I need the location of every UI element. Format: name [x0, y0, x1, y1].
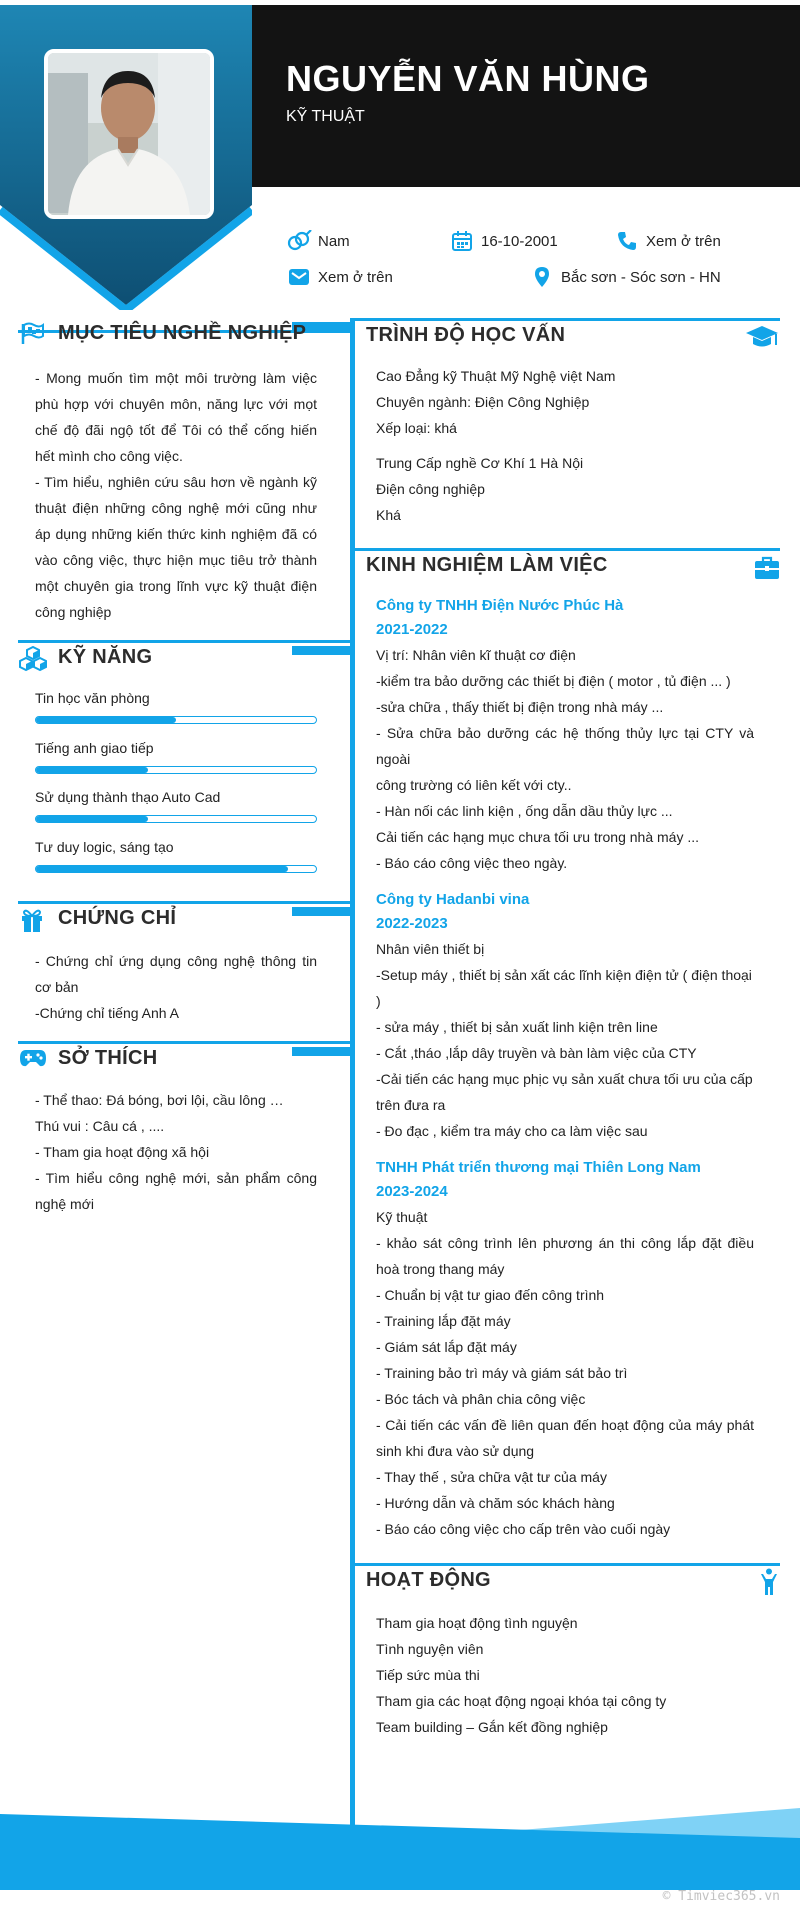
skill-bar-fill: [36, 866, 288, 872]
job-company: Công ty Hadanbi vina: [376, 891, 530, 908]
activity-item: Tham gia hoạt động tình nguyện: [376, 1615, 578, 1631]
education-major: Điện công nghiệp: [376, 481, 485, 497]
skills-title: KỸ NĂNG: [58, 646, 153, 668]
job-duty: - Bóc tách và phân chia công việc: [376, 1391, 586, 1407]
calendar-icon: [449, 230, 475, 252]
hobby-item: - Tìm hiểu công nghệ mới, sản phẩm công nghệ mới: [35, 1170, 317, 1212]
job-duty: - Giám sát lắp đặt máy: [376, 1339, 517, 1355]
job-duty: Vị trí: Nhân viên kĩ thuật cơ điện: [376, 647, 576, 663]
job-duty: công trường có liên kết với cty..: [376, 777, 572, 793]
job-duty: - khảo sát công trình lên phương án thi công lắp đặt điều hoà trong thang máy: [376, 1235, 754, 1277]
activity-item: Tiếp sức mùa thi: [376, 1667, 480, 1683]
address-info: [529, 266, 721, 288]
education-rule: [355, 318, 780, 321]
certificate-item: -Chứng chỉ tiếng Anh A: [35, 1005, 180, 1021]
certificates-title: CHỨNG CHỈ: [58, 907, 177, 929]
footer-wave: [0, 1808, 800, 1890]
hobbies-list: [35, 1087, 317, 1217]
education-grade: Xếp loại: khá: [376, 420, 457, 436]
education-entry: [376, 363, 776, 441]
objective-paragraph: - Tìm hiểu, nghiên cứu sâu hơn về ngành kỹ thuật điện những công nghệ mới cũng như áp dụng những kiến thức kinh nghiệm đã có vào công việc, thực hiện mục tiêu trở thành một chuyên gia trong lĩnh vực kỹ thuật điện công nghiệp: [35, 474, 317, 620]
skill-bar: [35, 865, 317, 873]
address-value: Bắc sơn - Sóc sơn - HN: [561, 268, 721, 286]
job-period: 2023-2024: [376, 1183, 448, 1200]
phone-icon: [614, 230, 640, 252]
activity-item: Tình nguyện viên: [376, 1641, 484, 1657]
job-duties: [376, 642, 754, 876]
flag-icon: [20, 322, 44, 351]
skill-label: Tư duy logic, sáng tạo: [35, 839, 174, 855]
job-duty: - Báo cáo công việc cho cấp trên vào cuối ngày: [376, 1521, 671, 1537]
skill-bar: [35, 716, 317, 724]
skill-bar: [35, 815, 317, 823]
education-school: Trung Cấp nghề Cơ Khí 1 Hà Nội: [376, 455, 584, 471]
job-duties: [376, 936, 754, 1144]
job-company: TNHH Phát triển thương mại Thiên Long Nam: [376, 1159, 701, 1176]
job-duty: - Chuẩn bị vật tư giao đến công trình: [376, 1287, 605, 1303]
job-duty: - Training lắp đặt máy: [376, 1313, 511, 1329]
candidate-name: NGUYỄN VĂN HÙNG: [286, 58, 650, 99]
certificates-rule: [18, 901, 350, 904]
briefcase-icon: [754, 556, 780, 585]
avatar: [44, 49, 214, 219]
email-icon: [286, 266, 312, 288]
objective-text: [35, 365, 317, 625]
education-school: Cao Đẳng kỹ Thuật Mỹ Nghệ việt Nam: [376, 368, 616, 384]
job-duty: -Setup máy , thiết bị sản xất các lĩnh kiện điện tử ( điện thoại ): [376, 967, 752, 1009]
experience-title: KINH NGHIỆM LÀM VIỆC: [366, 554, 608, 576]
hobby-item: - Thể thao: Đá bóng, bơi lội, cầu lông …: [35, 1092, 284, 1108]
person-icon: [760, 1568, 778, 1601]
objective-paragraph: - Mong muốn tìm một môi trường làm việc phù hợp với chuyên môn, năng lực với mọt chế độ đãi ngộ tốt để Tôi có thể cống hiến hết mình cho công việc.: [35, 370, 317, 464]
location-pin-icon: [529, 266, 555, 288]
job-period: 2021-2022: [376, 621, 448, 638]
job-duty: - Sửa chữa bảo dưỡng các hệ thống thủy lực tại CTY và ngoài: [376, 725, 754, 767]
activities-list: [376, 1610, 776, 1740]
job-duty: - Hướng dẫn và chăm sóc khách hàng: [376, 1495, 615, 1511]
job-duty: - Thay thế , sửa chữa vật tư của máy: [376, 1469, 607, 1485]
skill-bar-fill: [36, 767, 148, 773]
skills-rule: [18, 640, 350, 643]
gamepad-icon: [19, 1048, 47, 1073]
job-company: Công ty TNHH Điện Nước Phúc Hà: [376, 597, 624, 614]
certificates-list: [35, 948, 317, 1026]
experience-job: [376, 594, 754, 876]
job-duty: - Đo đạc , kiểm tra máy cho ca làm việc sau: [376, 1123, 648, 1139]
hobbies-accent-bar: [292, 1047, 350, 1056]
hobby-item: Thú vui : Câu cá , ....: [35, 1118, 165, 1134]
job-duty: - sửa máy , thiết bị sản xuất linh kiện trên line: [376, 1019, 658, 1035]
job-duty: Cải tiến các hạng mục chưa tối ưu trong nhà máy ...: [376, 829, 700, 845]
phone-info: [614, 230, 721, 252]
activities-title: HOẠT ĐỘNG: [366, 1569, 491, 1591]
hobbies-title: SỞ THÍCH: [58, 1047, 158, 1069]
gender-icon: [286, 230, 312, 252]
experience-job: [376, 1156, 754, 1542]
skill-label: Sử dụng thành thạo Auto Cad: [35, 789, 221, 805]
email-info: [286, 266, 393, 288]
cubes-icon: [19, 646, 47, 677]
experience-rule: [355, 548, 780, 551]
gender-value: Nam: [318, 232, 350, 250]
job-duty: Kỹ thuật: [376, 1209, 428, 1225]
candidate-title: KỸ THUẬT: [286, 108, 365, 125]
job-duties: [376, 1204, 754, 1542]
skill-bar-fill: [36, 816, 148, 822]
copyright-text: © Timviec365.vn: [662, 1889, 780, 1904]
hobby-item: - Tham gia hoạt động xã hội: [35, 1144, 210, 1160]
skill-label: Tiếng anh giao tiếp: [35, 740, 154, 756]
job-period: 2022-2023: [376, 915, 448, 932]
hobbies-rule: [18, 1041, 350, 1044]
certificate-item: - Chứng chỉ ứng dụng công nghệ thông tin cơ bản: [35, 953, 317, 995]
education-title: TRÌNH ĐỘ HỌC VẤN: [366, 324, 566, 346]
activities-rule: [355, 1563, 780, 1566]
skill-label: Tin học văn phòng: [35, 690, 150, 706]
job-duty: -kiểm tra bảo dưỡng các thiết bị điện ( motor , tủ điện ... ): [376, 673, 731, 689]
activity-item: Tham gia các hoạt động ngoại khóa tại công ty: [376, 1693, 667, 1709]
education-major: Chuyên ngành: Điện Công Nghiệp: [376, 394, 590, 410]
job-duty: -sửa chữa , thấy thiết bị điện trong nhà máy ...: [376, 699, 664, 715]
job-duty: - Training bảo trì máy và giám sát bảo trì: [376, 1365, 628, 1381]
column-divider: [350, 318, 355, 1830]
job-duty: - Báo cáo công việc theo ngày.: [376, 855, 568, 871]
education-grade: Khá: [376, 507, 401, 523]
phone-value: Xem ở trên: [646, 232, 721, 250]
email-value: Xem ở trên: [318, 268, 393, 286]
certificates-accent-bar: [292, 907, 350, 916]
skills-accent-bar: [292, 646, 350, 655]
graduation-cap-icon: [745, 325, 779, 356]
gift-icon: [20, 907, 44, 938]
skill-bar: [35, 766, 317, 774]
job-duty: - Cải tiến các vấn đề liên quan đến hoạt động của máy phát sinh khi đưa vào sử dụng: [376, 1417, 754, 1459]
job-duty: -Cải tiến các hạng mục phịc vụ sản xuất chưa tối ưu của cấp trên đưa ra: [376, 1071, 753, 1113]
skill-bar-fill: [36, 717, 176, 723]
job-duty: Nhân viên thiết bị: [376, 941, 485, 957]
job-duty: - Cắt ,tháo ,lắp dây truyền và bàn làm việc của CTY: [376, 1045, 697, 1061]
birthday-info: [449, 230, 558, 252]
activity-item: Team building – Gắn kết đồng nghiệp: [376, 1719, 608, 1735]
birthday-value: 16-10-2001: [481, 232, 558, 250]
objective-title: MỤC TIÊU NGHỀ NGHIỆP: [58, 322, 307, 344]
job-duty: - Hàn nối các linh kiện , ống dẫn dầu thủy lực ...: [376, 803, 673, 819]
experience-job: [376, 888, 754, 1144]
education-entry: [376, 450, 776, 528]
gender-info: [286, 230, 350, 252]
